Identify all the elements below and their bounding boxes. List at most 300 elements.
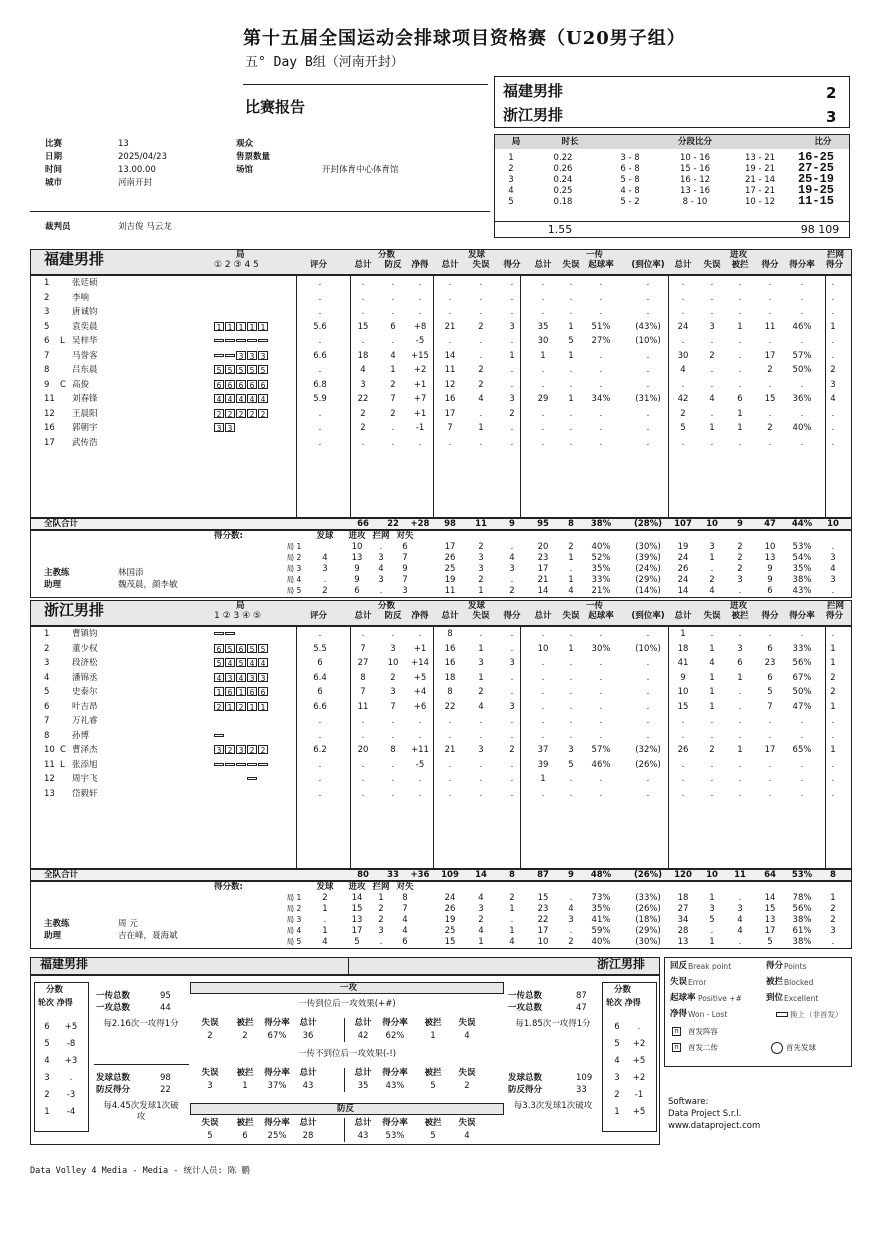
rot-b-header: 轮次 净得 [606, 998, 641, 1007]
rot-b-no: 5 [614, 1039, 620, 1049]
player-rotation [214, 658, 269, 669]
player-attack: 26 [677, 745, 689, 755]
player-serve: 2 [478, 379, 484, 390]
player-recv: 1 [540, 774, 546, 784]
set-attack: 6 [767, 586, 773, 596]
player-vote: . [318, 788, 322, 799]
set-attack: 34 [677, 915, 689, 925]
player-serve: . [479, 774, 483, 784]
player-block: 1 [830, 745, 836, 755]
rotation-box: 6 [247, 687, 257, 696]
player-number: 7 [44, 716, 50, 726]
total-attack: 44% [791, 519, 813, 529]
attack-subheader: 得分 [761, 611, 779, 621]
rot-b-no: 2 [614, 1090, 620, 1100]
player-attack: . [768, 629, 772, 639]
player-serve: . [448, 307, 452, 317]
rot-b-title: 分数 [614, 985, 632, 995]
set-block: . [831, 586, 835, 596]
vote-header: 评分 [310, 611, 328, 621]
set-attack: 78% [792, 893, 812, 903]
player-serve: 4 [478, 394, 484, 404]
total-attack: 9 [737, 519, 743, 529]
rotation-box: 6 [236, 380, 246, 389]
player-recv: 29 [537, 394, 549, 404]
set-attack: 2 [709, 575, 715, 585]
setpoints-value: 3 [402, 586, 408, 596]
legend-desc: Error [688, 978, 707, 987]
rotation-box: 1 [247, 702, 257, 711]
set-serve: 1 [478, 586, 484, 596]
player-attack: . [800, 408, 804, 419]
player-serve: . [448, 437, 452, 448]
rotation-box: 3 [236, 745, 246, 754]
attack-subheader: 失误 [703, 611, 721, 621]
set-no: 2 [508, 164, 514, 174]
recv-header: 一传 [586, 601, 604, 611]
player-number: 2 [44, 292, 50, 303]
set-serve: 19 [444, 575, 456, 585]
starter-icon-label: n [674, 1027, 679, 1035]
legend-m3: 首先发球 [786, 1043, 816, 1052]
col-header: 得分率 [382, 1068, 408, 1078]
player-attack: . [710, 365, 714, 375]
set-recv: 21% [591, 586, 611, 596]
player-recv: . [541, 379, 545, 390]
player-recv: . [569, 423, 573, 433]
player-number: 3 [44, 658, 50, 668]
col-header: 失误 [201, 1018, 219, 1028]
assistant-name: 吉在峰，聂海斌 [118, 931, 178, 941]
attack-header: 进攻 [730, 601, 748, 611]
set-recv: (18%) [635, 915, 661, 925]
legend-desc: Excellent [784, 994, 819, 1003]
a-serve-total: 98 [160, 1073, 171, 1083]
total-duration: 1.55 [547, 223, 573, 236]
player-attack: . [768, 336, 772, 346]
col-header: 总计 [354, 1068, 372, 1078]
player-attack: 57% [792, 350, 812, 361]
sub-marker-icon [247, 777, 257, 780]
result-sets-b: 3 [826, 108, 837, 126]
set-attack: 9 [767, 564, 773, 574]
col-divider [296, 275, 297, 530]
set-attack: 15 [764, 904, 776, 914]
points-subheader: 净得 [411, 260, 429, 270]
player-points: . [391, 788, 395, 799]
info-value: 2025/04/23 [118, 152, 167, 162]
serve-subheader: 总计 [441, 611, 459, 621]
player-recv: . [569, 437, 573, 448]
player-points: . [418, 730, 422, 741]
player-attack: 3 [737, 643, 743, 654]
player-attack: 5 [680, 423, 686, 433]
set-block: 3 [830, 575, 836, 585]
player-attack: . [710, 629, 714, 639]
rotation-box: 1 [258, 702, 268, 711]
player-recv: . [599, 350, 603, 361]
set-serve: . [510, 575, 514, 585]
player-number: 1 [44, 278, 50, 288]
player-serve: 21 [444, 321, 456, 332]
player-attack: . [710, 379, 714, 390]
player-attack: . [710, 716, 714, 726]
player-attack: . [681, 336, 685, 346]
player-name: 孙博 [72, 730, 90, 741]
player-recv: . [599, 278, 603, 288]
rotation-box: 1 [247, 322, 257, 331]
player-number: 10 [44, 745, 55, 755]
set-attack: 26 [677, 564, 689, 574]
player-recv: . [599, 716, 603, 726]
info-label: 日期 [45, 152, 63, 162]
player-attack: . [710, 408, 714, 419]
setpoints-value: 2 [378, 915, 384, 925]
set-attack: 5 [767, 937, 773, 947]
info-value: 河南开封 [118, 178, 153, 188]
player-name: 吴梓华 [72, 336, 98, 346]
set-attack: 28 [677, 926, 689, 936]
set-attack: . [738, 893, 742, 903]
setpoints-set: 局 2 [286, 553, 302, 562]
player-attack: . [710, 307, 714, 317]
player-block: . [831, 408, 835, 419]
legend-desc: Blocked [784, 978, 814, 987]
player-name: 高俊 [72, 379, 90, 390]
player-points: +6 [413, 701, 427, 712]
set-serve: 15 [444, 937, 456, 947]
total-attack: 10 [706, 519, 718, 529]
set-recv: . [569, 893, 573, 903]
player-attack: . [681, 730, 685, 741]
player-attack: 11 [764, 321, 776, 332]
player-number: 6 [44, 336, 50, 346]
player-recv: (31%) [635, 394, 661, 404]
b-serve-note: 每3.3次发球1次破攻 [513, 1101, 593, 1111]
set-recv: (33%) [635, 893, 661, 903]
b-att-total: 47 [576, 1003, 587, 1013]
player-attack: 2 [767, 365, 773, 375]
b-def: 33 [576, 1085, 587, 1095]
player-recv: . [541, 437, 545, 448]
player-block: 2 [830, 687, 836, 697]
player-block: 4 [830, 394, 836, 404]
col-divider [433, 626, 434, 881]
rotation-box: 5 [214, 365, 224, 374]
player-serve: 1 [509, 350, 515, 361]
player-serve: . [510, 365, 514, 375]
def-b: 5 [430, 1131, 436, 1141]
player-rotation [214, 394, 269, 405]
set-attack: 4 [737, 915, 743, 925]
total-label: 全队合计 [44, 870, 79, 880]
player-attack: 17 [764, 745, 776, 755]
player-recv: . [569, 307, 573, 317]
player-attack: . [768, 730, 772, 741]
player-serve: 8 [447, 687, 453, 697]
setpoints-value: 5 [354, 937, 360, 947]
player-block: . [831, 350, 835, 361]
a-recv-total: 95 [160, 991, 171, 1001]
setpoints-value: 4 [322, 553, 328, 563]
player-attack: . [681, 437, 685, 448]
setpoints-value: 7 [402, 904, 408, 914]
player-block: . [831, 437, 835, 448]
legend-key: 得分 [766, 961, 784, 971]
setpoints-value: 8 [402, 893, 408, 903]
col-header: 得分率 [382, 1018, 408, 1028]
col-header: 被拦 [424, 1018, 442, 1028]
player-attack: . [800, 292, 804, 303]
rotation-box: 5 [236, 365, 246, 374]
rotation-box: 5 [247, 644, 257, 653]
player-attack: . [738, 788, 742, 799]
player-attack: 1 [709, 701, 715, 712]
rot-a-no: 4 [44, 1056, 50, 1066]
a-def-label: 防反得分 [96, 1085, 131, 1095]
player-vote: . [318, 307, 322, 317]
player-points: +7 [413, 394, 427, 404]
player-points: 11 [357, 701, 369, 712]
setpoints-value: 2 [378, 904, 384, 914]
player-name: 董少权 [72, 643, 98, 654]
col-header: 得分率 [382, 1118, 408, 1128]
player-recv: 1 [568, 321, 574, 332]
referee-label: 裁判员 [45, 222, 71, 232]
player-serve: 21 [444, 745, 456, 755]
player-serve: . [479, 292, 483, 303]
player-recv: . [541, 278, 545, 288]
player-block: . [831, 629, 835, 639]
player-recv: . [569, 365, 573, 375]
legend-desc: 换上（非首发） [790, 1010, 843, 1019]
setpoints-value: 17 [351, 926, 363, 936]
b-recv-label: 一传总数 [508, 991, 543, 1001]
rotation-box: 5 [258, 644, 268, 653]
player-recv: 37 [537, 745, 549, 755]
neg-a: 3 [207, 1081, 213, 1091]
player-points: . [361, 292, 365, 303]
player-serve: . [479, 730, 483, 741]
team-name: 福建男排 [44, 250, 105, 268]
sub-marker-icon [214, 632, 224, 635]
player-points: 7 [390, 394, 396, 404]
player-attack: 1 [737, 672, 743, 683]
set-attack: 3 [709, 542, 715, 552]
player-recv: . [599, 292, 603, 303]
set-recv: (30%) [635, 542, 661, 552]
rot-b-no: 6 [614, 1022, 620, 1032]
player-recv: . [646, 292, 650, 303]
rotation-box: 2 [214, 702, 224, 711]
setpoints-value: 4 [402, 915, 408, 925]
total-recv: 9 [568, 870, 574, 880]
total-block: 10 [827, 519, 839, 529]
player-points: 7 [360, 687, 366, 697]
player-serve: 2 [478, 321, 484, 332]
rot-b-no: 3 [614, 1073, 620, 1083]
total-recv: 48% [590, 870, 612, 880]
set-no: 4 [508, 186, 514, 196]
player-block: . [831, 774, 835, 784]
player-recv: . [569, 379, 573, 390]
set-partial: 16 - 12 [679, 175, 711, 185]
setpoints-value: 3 [378, 553, 384, 563]
player-block: 2 [830, 672, 836, 683]
rotation-box: 6 [225, 380, 235, 389]
player-vote: . [318, 336, 322, 346]
player-attack: 1 [737, 423, 743, 433]
set-attack: 4 [737, 926, 743, 936]
player-points: . [418, 788, 422, 799]
player-attack: 2 [767, 423, 773, 433]
player-points: . [418, 774, 422, 784]
info-label: 时间 [45, 165, 63, 175]
setpoints-value: 9 [354, 575, 360, 585]
set-partial: 5 - 8 [620, 175, 640, 185]
col-header: 得分率 [264, 1018, 290, 1028]
set-attack: 13 [764, 915, 776, 925]
rot-a-header: 轮次 净得 [38, 998, 73, 1007]
player-points: 18 [357, 350, 369, 361]
player-vote: 6.6 [313, 350, 327, 361]
set-recv: 2 [568, 937, 574, 947]
set-recv: 20 [537, 542, 549, 552]
player-points: 10 [387, 658, 399, 668]
recv-subheader: (到位率) [631, 611, 665, 621]
player-recv: . [646, 437, 650, 448]
rotation-box: 2 [225, 745, 235, 754]
rotation-empty [214, 774, 224, 783]
player-recv: . [646, 365, 650, 375]
player-serve: . [448, 336, 452, 346]
player-name: 王晨阳 [72, 408, 98, 419]
player-name: 袁奕晨 [72, 321, 98, 332]
vote-header: 评分 [310, 260, 328, 270]
set-attack: 13 [677, 937, 689, 947]
player-vote: . [318, 437, 322, 448]
legend-key: 被拦 [766, 977, 784, 987]
total-attack: 47 [764, 519, 776, 529]
result-team-b: 浙江男排 [503, 106, 564, 124]
set-score: 16-25 [797, 150, 834, 164]
player-points: 20 [357, 745, 369, 755]
player-points: +14 [411, 658, 429, 668]
neg-b: 35 [357, 1081, 369, 1091]
player-attack: 4 [709, 394, 715, 404]
info-label: 售票数量 [236, 152, 271, 162]
player-name: 曹镇钧 [72, 629, 98, 639]
info-label: 观众 [236, 139, 254, 149]
player-name: 周宇飞 [72, 774, 98, 784]
player-points: 3 [360, 379, 366, 390]
set-attack: 3 [737, 575, 743, 585]
player-name: 吕东晨 [72, 365, 98, 375]
col-divider [296, 626, 297, 881]
rotation-box: 3 [214, 423, 224, 432]
player-attack: . [681, 307, 685, 317]
rotation-box: 4 [236, 394, 246, 403]
player-number: 5 [44, 687, 50, 697]
col-header: 总计 [354, 1118, 372, 1128]
player-serve: 3 [478, 658, 484, 668]
set-attack: . [710, 564, 714, 574]
player-points: . [391, 437, 395, 448]
player-attack: 1 [680, 629, 686, 639]
set-serve: 3 [478, 553, 484, 563]
attack-subheader: 被拦 [731, 260, 749, 270]
player-attack: . [738, 350, 742, 361]
player-recv: . [599, 687, 603, 697]
rotation-box: 4 [258, 658, 268, 667]
summary-team-a: 福建男排 [40, 957, 89, 971]
player-attack: . [710, 278, 714, 288]
player-attack: . [768, 408, 772, 419]
player-vote: 6.6 [313, 701, 327, 712]
legend-desc: Positive +# [698, 994, 742, 1003]
set-recv: 1 [568, 575, 574, 585]
player-serve: . [448, 278, 452, 288]
player-rotation [214, 745, 269, 756]
report-label: 比赛报告 [245, 98, 306, 116]
player-recv: (10%) [635, 336, 661, 346]
report-title: 第十五届全国运动会排球项目资格赛（U20男子组） [243, 28, 686, 49]
sub-marker-icon [225, 339, 235, 342]
coach-name: 林国添 [118, 568, 144, 578]
set-score: 27-25 [797, 161, 834, 175]
player-role: C [60, 745, 66, 755]
player-attack: 6 [737, 394, 743, 404]
player-recv: 35 [537, 321, 549, 332]
def-a: 28 [302, 1131, 314, 1141]
total-recv: 8 [568, 519, 574, 529]
total-attack: 64 [764, 870, 776, 880]
player-name: 唐诚钧 [72, 307, 98, 317]
player-recv: . [541, 687, 545, 697]
player-serve: 16 [444, 658, 456, 668]
player-serve: . [479, 788, 483, 799]
info-label: 城市 [45, 178, 63, 188]
player-points: 3 [390, 643, 396, 654]
player-serve: . [510, 379, 514, 390]
set-attack: 27 [677, 904, 689, 914]
info-label: 比赛 [45, 139, 63, 149]
set-recv: 23 [537, 904, 549, 914]
set-attack: 61% [792, 926, 812, 936]
legend-key: 回反 [670, 961, 688, 971]
set-recv: (29%) [635, 575, 661, 585]
venue: 开封体育中心体育馆 [322, 165, 399, 175]
b-serve-label: 发球总数 [508, 1073, 543, 1083]
neg-b: 5 [430, 1081, 436, 1091]
player-name: 叶吉昂 [72, 701, 98, 712]
col-header: 失误 [458, 1118, 476, 1128]
col-header: 得分率 [264, 1118, 290, 1128]
sets-sep [495, 221, 849, 222]
coach-label: 主教练 [44, 568, 70, 578]
player-rotation [214, 629, 236, 640]
player-points: +4 [413, 687, 427, 697]
player-serve: 1 [478, 643, 484, 654]
setpoints-set: 局 4 [286, 575, 302, 584]
set-attack: 13 [764, 553, 776, 563]
software-name: Data Project S.r.l. [668, 1109, 742, 1119]
set-attack: 2 [737, 553, 743, 563]
set-serve: 2 [478, 542, 484, 552]
player-serve: . [448, 774, 452, 784]
set-recv: 15 [537, 893, 549, 903]
set-recv: 22 [537, 915, 549, 925]
